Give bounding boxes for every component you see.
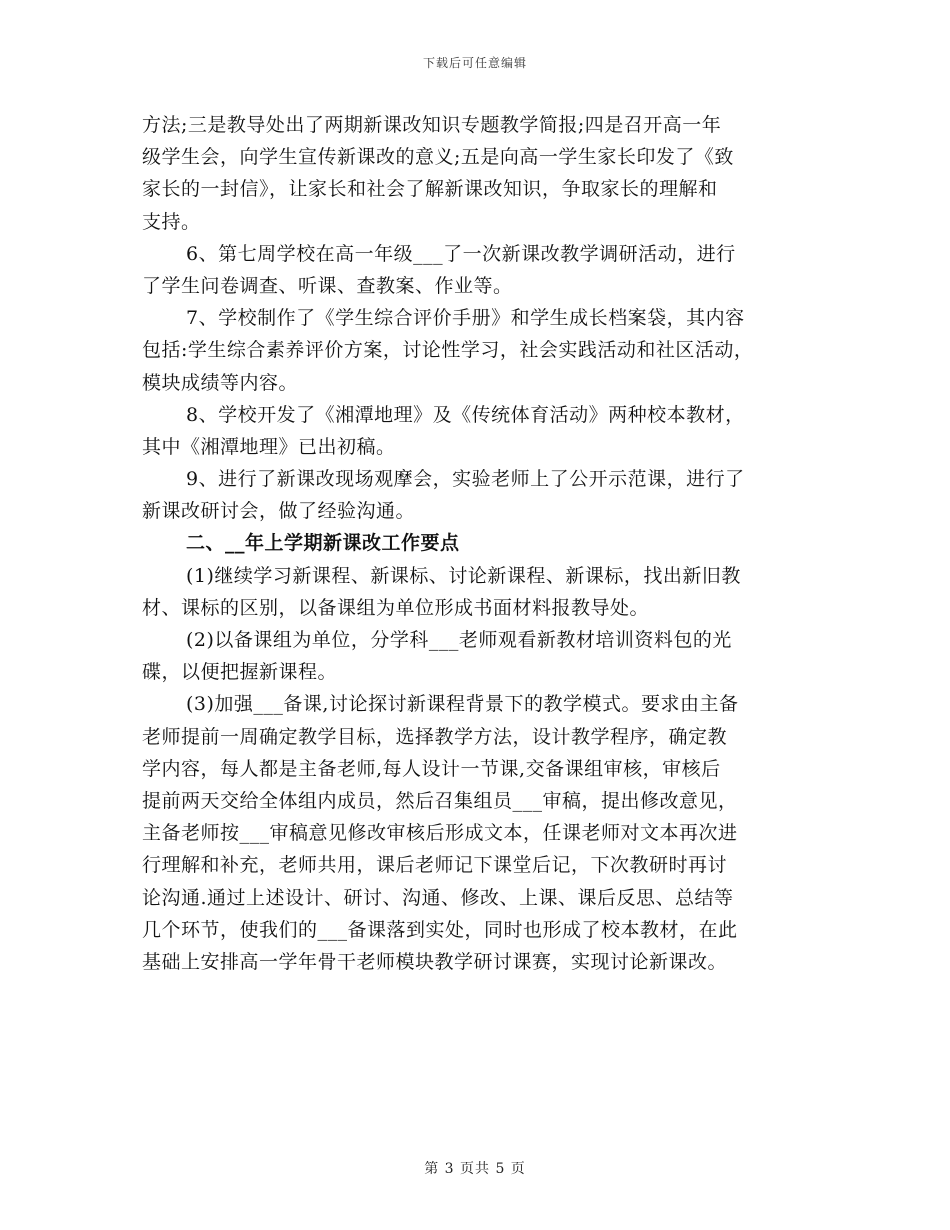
body-line: 材、课标的区别，以备课组为单位形成书面材料报教导处。 (142, 596, 650, 619)
body-line: 9、进行了新课改现场观摩会，实验老师上了公开示范课，进行了 (186, 468, 745, 491)
body-line: (3)加强___备课,讨论探讨新课程背景下的教学模式。要求由主备 (186, 693, 739, 716)
body-line: 碟，以便把握新课程。 (142, 661, 338, 684)
body-line: 方法;三是教导处出了两期新课改知识专题教学简报;四是召开高一年 (142, 114, 722, 136)
page-number: 第 3 页共 5 页 (424, 1161, 526, 1177)
body-line: 模块成绩等内容。 (142, 371, 299, 394)
body-line: 家长的一封信》，让家长和社会了解新课改知识，争取家长的理解和 (142, 178, 718, 201)
body-line: (2)以备课组为单位，分学科___老师观看新教材培训资料包的光 (186, 629, 732, 651)
body-line: 6、第七周学校在高一年级___了一次新课改教学调研活动，进行 (186, 242, 736, 265)
body-line: 8、学校开发了《湘潭地理》及《传统体育活动》两种校本教材， (186, 403, 745, 426)
body-line: 支持。 (142, 210, 201, 233)
body-line: 其中《湘潭地理》已出初稿。 (142, 435, 396, 458)
body-line: 提前两天交给全体组内成员，然后召集组员___审稿，提出修改意见， (142, 789, 738, 812)
body-line: 几个环节，使我们的___备课落到实处，同时也形成了校本教材，在此 (142, 918, 738, 941)
body-line: 主备老师按___审稿意见修改审核后形成文本，任课老师对文本再次进 (142, 822, 738, 845)
body-line: 7、学校制作了《学生综合评价手册》和学生成长档案袋，其内容 (186, 307, 745, 330)
body-line: 基础上安排高一学年骨干老师模块教学研讨课赛，实现讨论新课改。 (142, 950, 728, 973)
body-line: 学内容，每人都是主备老师,每人设计一节课,交备课组审核，审核后 (142, 757, 721, 780)
body-line: 论沟通.通过上述设计、研讨、沟通、修改、上课、课后反思、总结等 (142, 886, 734, 909)
body-line: (1)继续学习新课程、新课标、讨论新课程、新课标，找出新旧教 (186, 564, 741, 587)
body-line: 老师提前一周确定教学目标，选择教学方法，设计教学程序，确定教 (142, 725, 728, 748)
body-line: 了学生问卷调查、听课、查教案、作业等。 (142, 274, 513, 297)
section-heading: 二、__年上学期新课改工作要点 (186, 532, 460, 555)
body-line: 级学生会，向学生宣传新课改的意义;五是向高一学生家长印发了《致 (142, 146, 734, 169)
page-header: 下载后可任意编辑 (422, 56, 527, 70)
body-line: 行理解和补充，老师共用，课后老师记下课堂后记，下次教研时再讨 (142, 854, 728, 877)
body-line: 新课改研讨会，做了经验沟通。 (142, 500, 416, 523)
body-line: 包括:学生综合素养评价方案，讨论性学习，社会实践活动和社区活动， (142, 339, 754, 362)
document-body (142, 109, 810, 978)
